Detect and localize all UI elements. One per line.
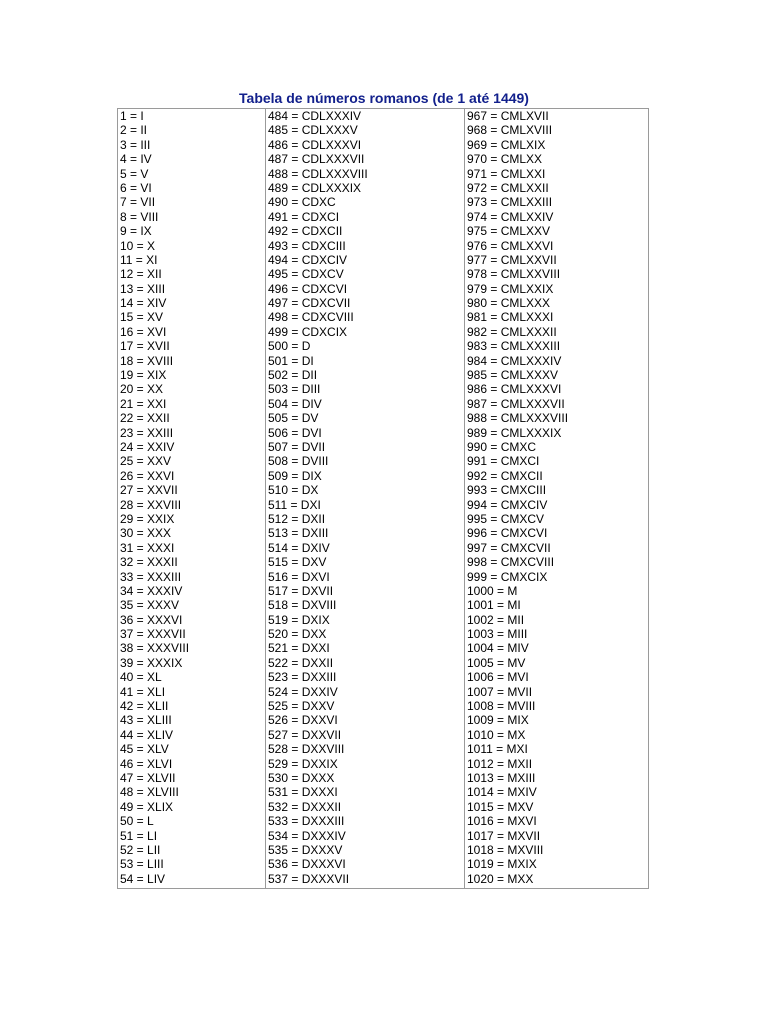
table-cell: 520 = DXX [268,627,327,642]
table-cell: 1011 = MXI [467,742,528,757]
table-cell: 486 = CDLXXXVI [268,137,362,152]
table-cell: 1008 = MVIII [467,699,536,714]
table-cell: 25 = XXV [120,454,172,469]
table-cell: 52 = LII [120,842,161,857]
table-cell: 974 = CMLXXIV [467,209,554,224]
table-cell: 496 = CDXCVI [268,281,348,296]
table-cell: 23 = XXIII [120,425,174,440]
table-cell: 2 = II [120,123,148,138]
table-cell: 981 = CMLXXXI [467,310,554,325]
table-cell: 1018 = MXVIII [467,842,544,857]
table-cell: 971 = CMLXXI [467,166,546,181]
table-cell: 21 = XXI [120,396,167,411]
table-cell: 507 = DVII [268,439,326,454]
table-cell: 508 = DVIII [268,454,329,469]
table-cell: 990 = CMXC [467,439,537,454]
table-cell: 35 = XXXV [120,598,180,613]
table-cell: 1012 = MXII [467,756,533,771]
table-cell: 26 = XXVI [120,468,175,483]
table-cell: 9 = IX [120,224,152,239]
table-cell: 19 = XIX [120,368,167,383]
table-cell: 1004 = MIV [467,641,529,656]
table-cell: 1019 = MXIX [467,857,537,872]
table-cell: 515 = DXV [268,555,327,570]
table-cell: 45 = XLV [120,742,169,757]
table-cell: 505 = DV [268,411,319,426]
table-cell: 999 = CMXCIX [467,569,548,584]
table-cell: 979 = CMLXXIX [467,281,554,296]
table-cell: 510 = DX [268,483,319,498]
table-cell: 7 = VII [120,195,156,210]
table-cell: 490 = CDXC [268,195,336,210]
table-cell: 48 = XLVIII [120,785,179,800]
table-cell: 16 = XVI [120,324,167,339]
table-cell: 524 = DXXIV [268,684,338,699]
table-cell: 996 = CMXCVI [467,526,548,541]
table-cell: 535 = DXXXV [268,842,343,857]
table-cell: 522 = DXXII [268,655,334,670]
table-cell: 998 = CMXCVIII [467,555,555,570]
table-cell: 972 = CMLXXII [467,180,549,195]
table-cell: 29 = XXIX [120,511,175,526]
table-cell: 536 = DXXXVI [268,857,346,872]
table-cell: 31 = XXXI [120,540,175,555]
table-cell: 18 = XVIII [120,353,174,368]
table-cell: 503 = DIII [268,382,321,397]
table-cell: 32 = XXXII [120,555,178,570]
table-column-2 [266,109,465,888]
table-cell: 527 = DXXVII [268,727,342,742]
table-cell: 532 = DXXXII [268,799,342,814]
table-cell: 967 = CMLXVII [467,109,549,123]
table-cell: 494 = CDXCIV [268,252,348,267]
table-cell: 28 = XXVIII [120,497,182,512]
table-cell: 1001 = MI [467,598,521,613]
table-cell: 533 = DXXXIII [268,814,345,829]
table-cell: 488 = CDLXXXVIII [268,166,368,181]
table-cell: 14 = XIV [120,296,167,311]
table-cell: 22 = XXII [120,411,170,426]
table-cell: 518 = DXVIII [268,598,337,613]
table-cell: 1009 = MIX [467,713,529,728]
table-cell: 1 = I [120,109,144,123]
table-cell: 1010 = MX [467,727,526,742]
table-cell: 1000 = M [467,583,518,598]
table-cell: 4 = IV [120,152,152,167]
table-cell: 497 = CDXCVII [268,296,351,311]
table-cell: 516 = DXVI [268,569,330,584]
table-cell: 995 = CMXCV [467,511,545,526]
table-cell: 36 = XXXVI [120,612,183,627]
table-cell: 5 = V [120,166,149,181]
table-cell: 523 = DXXIII [268,670,337,685]
table-cell: 978 = CMLXXVIII [467,267,561,282]
table-cell: 530 = DXXX [268,770,335,785]
table-cell: 521 = DXXI [268,641,330,656]
table-cell: 994 = CMXCIV [467,497,548,512]
table-cell: 531 = DXXXI [268,785,338,800]
table-cell: 498 = CDXCVIII [268,310,354,325]
table-cell: 41 = XLI [120,684,166,699]
table-cell: 983 = CMLXXXIII [467,339,561,354]
table-cell: 501 = DI [268,353,314,368]
table-cell: 1003 = MIII [467,627,528,642]
table-cell: 38 = XXXVIII [120,641,190,656]
table-cell: 514 = DXIV [268,540,330,555]
table-cell: 976 = CMLXXVI [467,238,554,253]
table-cell: 49 = XLIX [120,799,174,814]
table-cell: 485 = CDLXXXV [268,123,358,138]
table-cell: 493 = CDXCIII [268,238,346,253]
table-cell: 985 = CMLXXXV [467,368,559,383]
table-cell: 27 = XXVII [120,483,178,498]
table-cell: 17 = XVII [120,339,170,354]
table-cell: 24 = XXIV [120,439,175,454]
table-cell: 1020 = MXX [467,871,534,886]
table-cell: 54 = LIV [120,871,166,886]
table-cell: 491 = CDXCI [268,209,340,224]
table-cell: 37 = XXXVII [120,627,186,642]
table-cell: 11 = XI [120,252,158,267]
table-cell: 46 = XLVI [120,756,173,771]
table-cell: 1007 = MVII [467,684,533,699]
table-cell: 487 = CDLXXXVII [268,152,365,167]
table-cell: 8 = VIII [120,209,159,224]
table-cell: 500 = D [268,339,311,354]
table-cell: 1002 = MII [467,612,525,627]
table-cell: 989 = CMLXXXIX [467,425,562,440]
table-cell: 1013 = MXIII [467,770,536,785]
table-cell: 499 = CDXCIX [268,324,348,339]
table-cell: 973 = CMLXXIII [467,195,553,210]
table-cell: 13 = XIII [120,281,166,296]
table-cell: 42 = XLII [120,699,169,714]
table-cell: 529 = DXXIX [268,756,338,771]
table-cell: 1016 = MXVI [467,814,537,829]
table-cell: 512 = DXII [268,511,326,526]
table-cell: 992 = CMXCII [467,468,543,483]
table-cell: 970 = CMLXX [467,152,543,167]
table-cell: 44 = XLIV [120,727,174,742]
page-title: Tabela de números romanos (de 1 até 1449) [239,90,529,106]
table-cell: 6 = VI [120,180,152,195]
table-cell: 1015 = MXV [467,799,534,814]
table-cell: 988 = CMLXXXVIII [467,411,569,426]
table-cell: 997 = CMXCVII [467,540,551,555]
table-cell: 492 = CDXCII [268,224,343,239]
table-cell: 511 = DXI [268,497,321,512]
table-cell: 980 = CMLXXX [467,296,551,311]
table-column-1 [118,109,266,888]
table-cell: 34 = XXXIV [120,583,183,598]
table-cell: 525 = DXXV [268,699,335,714]
table-cell: 51 = LI [120,828,158,843]
table-cell: 33 = XXXIII [120,569,182,584]
table-cell: 987 = CMLXXXVII [467,396,565,411]
table-cell: 20 = XX [120,382,164,397]
table-cell: 15 = XV [120,310,164,325]
table-cell: 517 = DXVII [268,583,334,598]
table-cell: 528 = DXXVIII [268,742,345,757]
table-column-3 [465,109,648,888]
table-cell: 526 = DXXVI [268,713,338,728]
table-cell: 509 = DIX [268,468,322,483]
table-cell: 968 = CMLXVIII [467,123,553,138]
table-cell: 977 = CMLXXVII [467,252,557,267]
table-cell: 47 = XLVII [120,770,176,785]
table-cell: 1005 = MV [467,655,526,670]
table-cell: 984 = CMLXXXIV [467,353,562,368]
table-cell: 489 = CDLXXXIX [268,180,362,195]
table-cell: 39 = XXXIX [120,655,183,670]
table-cell: 969 = CMLXIX [467,137,546,152]
table-cell: 12 = XII [120,267,162,282]
table-cell: 537 = DXXXVII [268,871,350,886]
table-cell: 40 = XL [120,670,162,685]
table-cell: 519 = DXIX [268,612,330,627]
table-cell: 513 = DXIII [268,526,329,541]
roman-numerals-table [117,108,649,889]
table-cell: 534 = DXXXIV [268,828,346,843]
table-cell: 993 = CMXCIII [467,483,547,498]
table-cell: 484 = CDLXXXIV [268,109,362,123]
table-cell: 986 = CMLXXXVI [467,382,562,397]
table-cell: 506 = DVI [268,425,322,440]
table-cell: 495 = CDXCV [268,267,344,282]
table-cell: 982 = CMLXXXII [467,324,557,339]
table-cell: 1006 = MVI [467,670,529,685]
table-cell: 1014 = MXIV [467,785,537,800]
table-cell: 10 = X [120,238,156,253]
table-cell: 30 = XXX [120,526,172,541]
table-cell: 504 = DIV [268,396,322,411]
table-cell: 53 = LIII [120,857,164,872]
table-cell: 50 = L [120,814,154,829]
table-cell: 975 = CMLXXV [467,224,551,239]
table-cell: 3 = III [120,137,151,152]
table-cell: 1017 = MXVII [467,828,541,843]
table-cell: 991 = CMXCI [467,454,540,469]
table-cell: 43 = XLIII [120,713,172,728]
table-cell: 502 = DII [268,368,318,383]
